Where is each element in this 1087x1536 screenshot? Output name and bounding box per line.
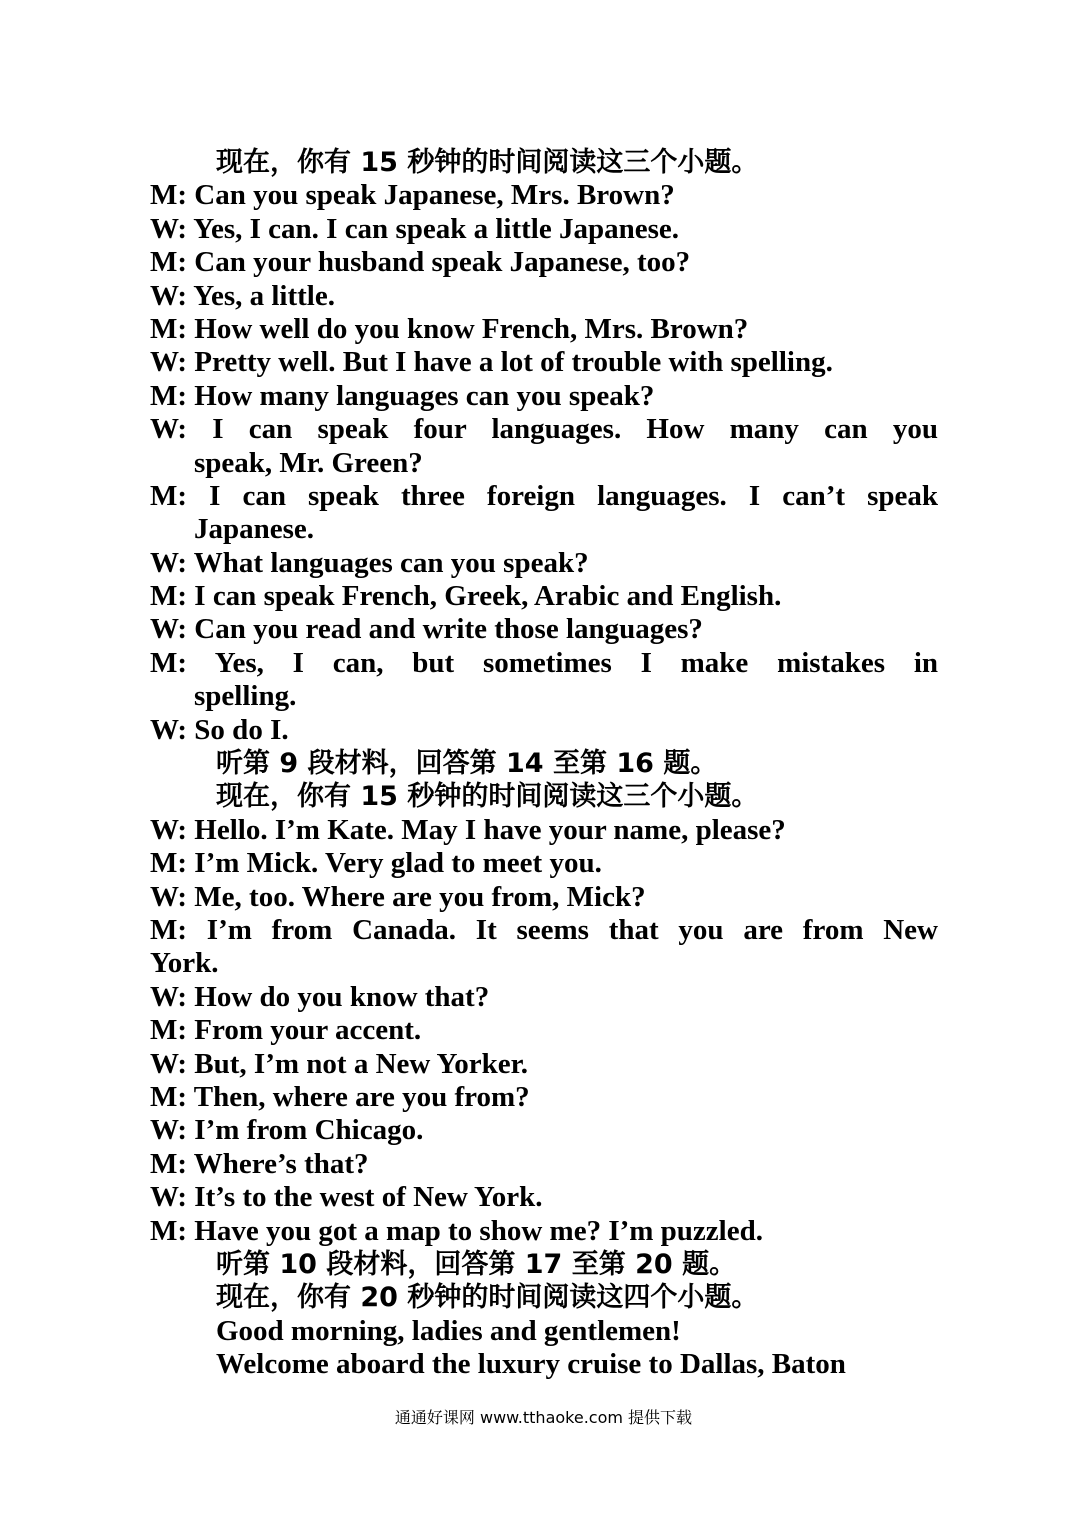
monologue-line: Welcome aboard the luxury cruise to Dallas, Baton: [216, 1348, 846, 1381]
dialogue-line: M: Can you speak Japanese, Mrs. Brown?: [150, 179, 675, 212]
dialogue-line: W: It’s to the west of New York.: [150, 1181, 543, 1214]
dialogue-line: W: I’m from Chicago.: [150, 1114, 424, 1147]
dialogue-line: W: Pretty well. But I have a lot of trouble with spelling.: [150, 346, 833, 379]
dialogue-line: M: How many languages can you speak?: [150, 379, 655, 412]
dialogue-line: M: How well do you know French, Mrs. Brown?: [150, 312, 749, 345]
dialogue-line: W: Yes, a little.: [150, 279, 335, 312]
dialogue-line-continuation: spelling.: [194, 680, 297, 713]
instruction-line: 听第 9 段材料，回答第 14 至第 16 题。: [216, 748, 718, 780]
dialogue-line: W: What languages can you speak?: [150, 546, 589, 579]
dialogue-line: M: Where’s that?: [150, 1147, 369, 1180]
dialogue-line: W: Hello. I’m Kate. May I have your name, please?: [150, 813, 786, 846]
instruction-line: 现在，你有 15 秒钟的时间阅读这三个小题。: [216, 781, 759, 813]
transcript-body: [150, 146, 938, 1381]
dialogue-line: M: I can speak three foreign languages. I can’t speak: [150, 479, 938, 512]
instruction-line: 现在，你有 20 秒钟的时间阅读这四个小题。: [216, 1282, 759, 1314]
dialogue-line: M: Can your husband speak Japanese, too?: [150, 246, 691, 279]
dialogue-line: M: Yes, I can, but sometimes I make mistakes in: [150, 646, 938, 679]
monologue-line: Good morning, ladies and gentlemen!: [216, 1314, 681, 1347]
dialogue-line-continuation: York.: [150, 947, 219, 980]
dialogue-line: M: From your accent.: [150, 1014, 422, 1047]
dialogue-line: W: Can you read and write those languages?: [150, 613, 703, 646]
dialogue-line: M: Then, where are you from?: [150, 1080, 530, 1113]
instruction-line: 听第 10 段材料，回答第 17 至第 20 题。: [216, 1248, 737, 1280]
dialogue-line: W: Yes, I can. I can speak a little Japanese.: [150, 212, 679, 245]
dialogue-line: W: Me, too. Where are you from, Mick?: [150, 880, 646, 913]
page-footer: 通通好课网 www.tthaoke.com 提供下载: [394, 1408, 693, 1427]
dialogue-line: M: Have you got a map to show me? I’m puzzled.: [150, 1214, 763, 1247]
dialogue-line-continuation: Japanese.: [194, 513, 315, 546]
dialogue-line: M: I’m Mick. Very glad to meet you.: [150, 847, 602, 880]
dialogue-line: M: I’m from Canada. It seems that you are from New: [150, 913, 938, 946]
dialogue-line: W: So do I.: [150, 713, 289, 746]
dialogue-line: M: I can speak French, Greek, Arabic and English.: [150, 580, 782, 613]
instruction-line: 现在，你有 15 秒钟的时间阅读这三个小题。: [216, 147, 759, 178]
dialogue-line: W: How do you know that?: [150, 980, 490, 1013]
dialogue-line: W: I can speak four languages. How many can you: [150, 413, 938, 446]
dialogue-line: W: But, I’m not a New Yorker.: [150, 1047, 529, 1080]
dialogue-line-continuation: speak, Mr. Green?: [194, 446, 423, 479]
